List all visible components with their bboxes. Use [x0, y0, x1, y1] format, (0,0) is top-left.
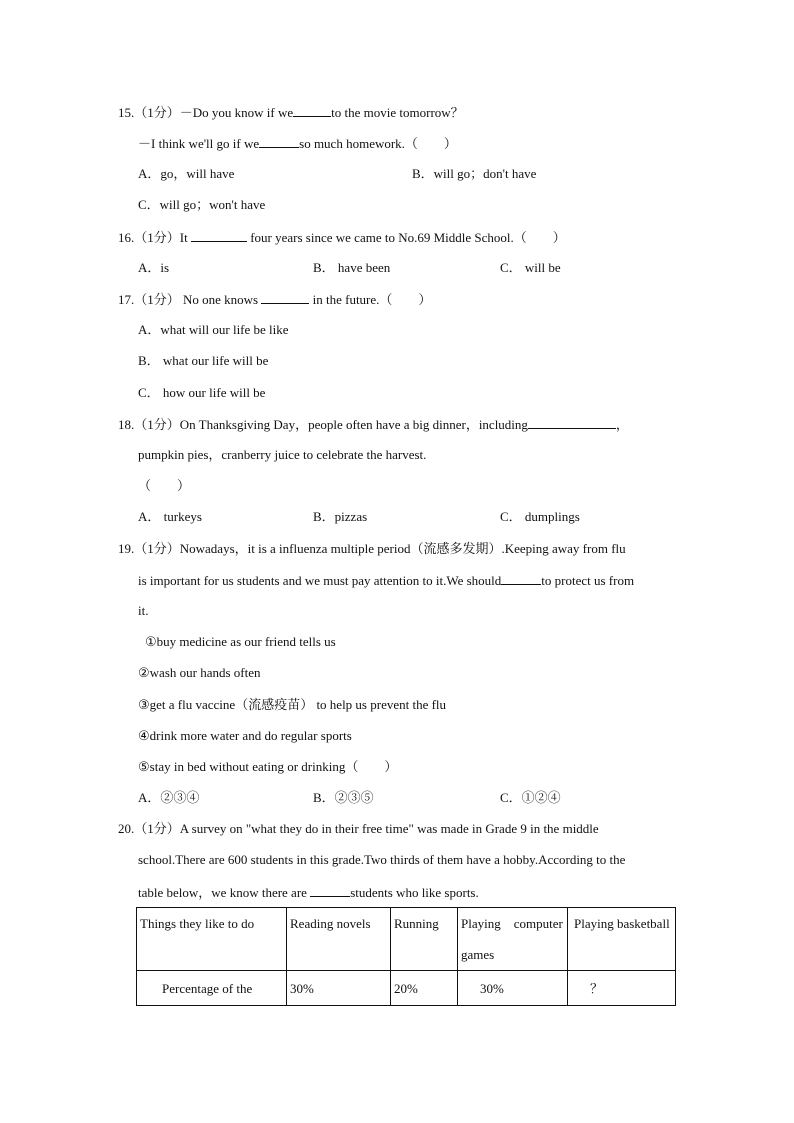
q20-blank[interactable] — [310, 884, 350, 897]
q19-item-5: ⑤stay in bed without eating or drinking（ ） — [138, 759, 398, 774]
q18-option-c[interactable]: C． dumplings — [500, 509, 580, 524]
q15-option-a[interactable]: A．go，will have — [138, 166, 235, 181]
table-cell: Playing basketball — [568, 908, 676, 971]
table-cell: Things they like to do — [137, 908, 287, 971]
q15-blank1[interactable] — [293, 104, 331, 117]
table-cell: 30% — [458, 971, 568, 1006]
q17-number: 17.（1分） — [118, 292, 180, 307]
q20-stem-line1: 20.（1分）A survey on "what they do in their free time" was made in Grade 9 in the middle — [118, 821, 599, 836]
table-row — [137, 971, 676, 1006]
q16-stem: 16.（1分）It four years since we came to No.69 Middle School.（ ） — [118, 230, 566, 245]
q20-stem-line3: table below，we know there are students who like sports. — [138, 885, 479, 900]
table-cell: Reading novels — [287, 908, 391, 971]
q16-number: 16.（1分） — [118, 230, 180, 245]
q20-stem-line2: school.There are 600 students in this grade.Two thirds of them have a hobby.According to the — [138, 852, 626, 867]
q20-number: 20.（1分） — [118, 821, 180, 836]
q15-option-c[interactable]: C．will go；won't have — [138, 197, 266, 212]
q19-option-b[interactable]: B．②③⑤ — [313, 790, 374, 805]
table-cell: 30% — [287, 971, 391, 1006]
table-cell: Percentage of the — [137, 971, 287, 1006]
q15-option-b[interactable]: B．will go；don't have — [412, 166, 537, 181]
survey-table — [136, 907, 676, 1006]
q17-option-b[interactable]: B． what our life will be — [138, 353, 269, 368]
q15-line2: －I think we'll go if we so much homework.（ ） — [138, 136, 457, 151]
table-row — [137, 908, 676, 971]
q19-stem-line1: 19.（1分）Nowadays，it is a influenza multiple period（流感多发期）.Keeping away from flu — [118, 541, 626, 556]
q17-option-c[interactable]: C． how our life will be — [138, 385, 266, 400]
table-cell: 20% — [391, 971, 458, 1006]
q16-option-b[interactable]: B． have been — [313, 260, 391, 275]
q18-blank[interactable] — [528, 416, 616, 429]
q15-line1: 15.（1分）－Do you know if we to the movie tomorrow？ — [118, 105, 464, 120]
table-cell: ？ — [568, 971, 676, 1006]
table-cell: Running — [391, 908, 458, 971]
q19-item-1: ①buy medicine as our friend tells us — [145, 634, 336, 649]
q17-blank[interactable] — [261, 291, 309, 304]
q19-item-3: ③get a flu vaccine（流感疫苗） to help us prevent the flu — [138, 697, 447, 712]
q18-stem-line2: pumpkin pies，cranberry juice to celebrate the harvest. — [138, 447, 427, 462]
q18-stem-line1: 18.（1分）On Thanksgiving Day，people often have a big dinner，including ， — [118, 417, 629, 432]
q19-item-2: ②wash our hands often — [138, 665, 261, 680]
q19-option-c[interactable]: C．①②④ — [500, 790, 561, 805]
q18-number: 18.（1分） — [118, 417, 180, 432]
q19-stem-line3: it. — [138, 603, 149, 618]
q18-option-a[interactable]: A． turkeys — [138, 509, 202, 524]
q17-option-a[interactable]: A．what will our life be like — [138, 322, 289, 337]
q15-number: 15.（1分） — [118, 105, 180, 120]
q15-blank2[interactable] — [259, 135, 299, 148]
q16-blank[interactable] — [191, 229, 247, 242]
q16-option-a[interactable]: A．is — [138, 260, 170, 275]
q18-answer-bracket: （ ） — [138, 478, 191, 493]
q19-item-4: ④drink more water and do regular sports — [138, 728, 352, 743]
q18-option-b[interactable]: B．pizzas — [313, 509, 368, 524]
q17-stem: 17.（1分） No one knows in the future.（ ） — [118, 292, 432, 307]
q19-number: 19.（1分） — [118, 541, 180, 556]
q19-option-a[interactable]: A．②③④ — [138, 790, 200, 805]
q19-blank[interactable] — [501, 572, 541, 585]
table-cell: Playing computer games — [458, 908, 568, 971]
q19-stem-line2: is important for us students and we must pay attention to it.We should to protect us from — [138, 573, 635, 588]
q16-option-c[interactable]: C． will be — [500, 260, 561, 275]
